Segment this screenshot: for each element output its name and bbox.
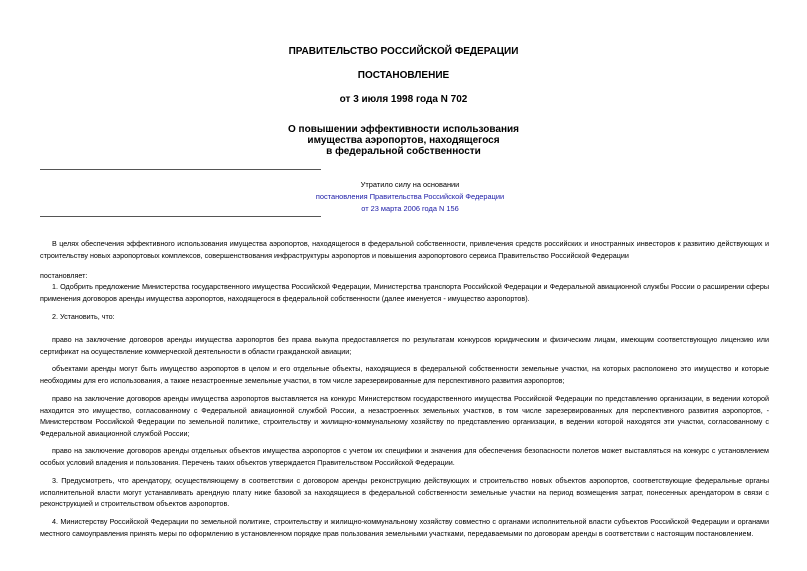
paragraph-item-2-clause-4: право на заключение договоров аренды отдельных объектов имущества аэропортов с учетом их специфики и значения для обеспечения безопасности полетов может выставляться на конкурс с установлением особых условий владения и пользования. Перечень таких объектов утверждается Правительством Российской Федерации. [40,446,769,467]
document-title-line-2: имущества аэропортов, находящегося [307,135,500,146]
document-title-line-3: в федеральной собственности [326,146,481,157]
paragraph-item-2-clause-3: право на заключение договоров аренды имущества аэропортов выставляется на конкурс Министерством государственного имущества Российской Федерации по представлению организации, в ведении которой находится это имущество, согласованному с Федеральной авиационной службой России, а незастроенных земельных участков, в том числе зарезервированных для перспективного развития аэропортов, - Министерством Российской Федерации по земельной политике, строительству и жилищно-коммунальному хозяйству по представлению организации, в ведении которой находятся эти участки, согласованному с Федеральной авиационной службой России; [40,394,769,439]
divider-top [40,169,321,170]
repeal-act-link[interactable] [280,191,540,215]
paragraph-item-3: 3. Предусмотреть, что арендатору, осуществляющему в соответствии с договором аренды реконструкцию действующих и строительство новых объектов аэропортов, соответствующие федеральные органы исполнительной власти могут устанавливать арендную плату ниже базовой за находящиеся в федеральной собственности земельные участки на период возмещения затрат, понесенных арендатором в связи с реконструкцией и строительством объектов аэропортов. [40,476,769,509]
paragraph-item-2-clause-2: объектами аренды могут быть имущество аэропортов в целом и его отдельные объекты, находящиеся в федеральной собственности земельные участки, на которых расположено это имущество и которые необходимы для его использования, а также незастроенные земельные участки, в том числе зарезервированные для перспективного развития аэропортов; [40,364,769,385]
divider-bottom [40,216,321,217]
issuing-authority: ПРАВИТЕЛЬСТВО РОССИЙСКОЙ ФЕДЕРАЦИИ [288,46,519,57]
document-title-line-1: О повышении эффективности использования [288,124,519,135]
paragraph-preamble: В целях обеспечения эффективного использования имущества аэропортов, находящегося в федеральной собственности, привлечения средств российских и иностранных инвесторов к развитию действующих и строительству новых аэропортовых комплексов, совершенствования инфраструктуры аэропортов и повышения аэропортового сервиса Правительство Российской Федерации [40,239,769,260]
paragraph-item-4: 4. Министерству Российской Федерации по земельной политике, строительству и жилищно-коммунальному хозяйству совместно с органами исполнительной власти субъектов Российской Федерации и органами местного самоуправления принять меры по оформлению в установленном порядке прав пользования земельными участками, передаваемыми по договорам аренды в соответствии с настоящим постановлением. [40,517,769,538]
paragraph-resolves: постановляет: [40,271,88,280]
paragraph-item-2-clause-1: право на заключение договоров аренды имущества аэропортов без права выкупа предоставляется по результатам конкурсов юридическим и физическим лицам, имеющим соответствующую лицензию или сертификат на осуществление коммерческой деятельности в области гражданской авиации; [40,335,769,356]
repeal-act-link-line-1: постановления Правительства Российской Федерации [315,192,505,201]
repeal-act-link-line-2: от 23 марта 2006 года N 156 [361,204,459,213]
paragraph-item-2: 2. Установить, что: [52,312,115,321]
paragraph-item-1: 1. Одобрить предложение Министерства государственного имущества Российской Федерации, Министерства транспорта Российской Федерации и Федеральной авиационной службы России о расширении сферы применения договоров аренды имущества аэропортов, находящегося в федеральной собственности (далее именуется - имущество аэропортов). [40,282,769,303]
status-notice [280,179,540,215]
document-date-number: от 3 июля 1998 года N 702 [339,94,468,105]
document-type: ПОСТАНОВЛЕНИЕ [357,70,450,81]
status-notice-text: Утратило силу на основании [360,180,460,189]
